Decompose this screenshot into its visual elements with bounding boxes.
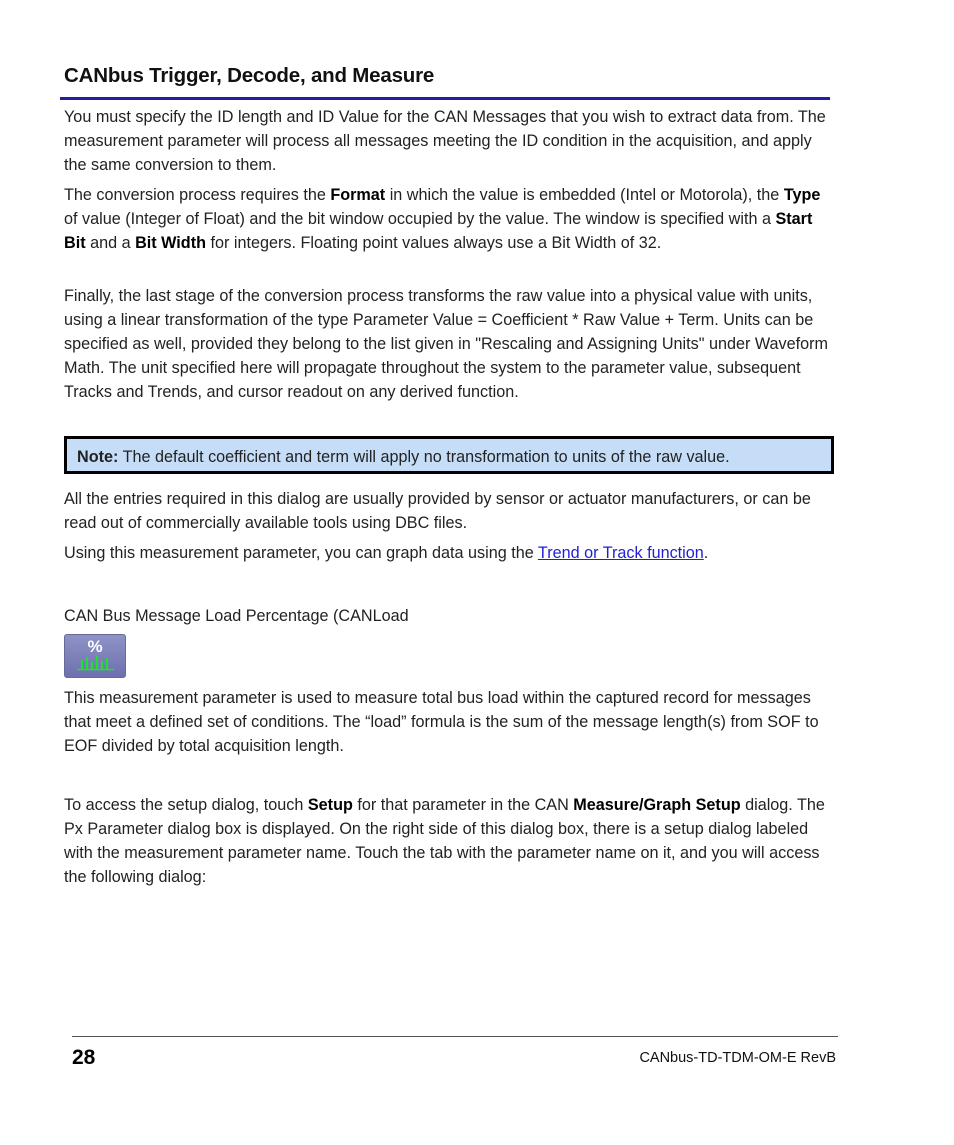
text-run: dialog. The Px Parameter dialog box is displayed. On the right side of this dialog box, there is a setup dialog labeled with the measurement parameter name. Touch the tab with the parameter name on it, and you will access the following dialog: xyxy=(64,796,825,886)
paragraph-entries-source: All the entries required in this dialog are usually provided by sensor or actuator manufacturers, or can be read out of commercially available tools using DBC files. xyxy=(64,490,811,532)
text-run: for integers. Floating point values always use a Bit Width of 32. xyxy=(205,234,662,252)
percent-symbol: % xyxy=(87,637,103,656)
text-run: in which the value is embedded (Intel or Motorola), the xyxy=(385,186,784,204)
paragraph-id-length: You must specify the ID length and ID Value for the CAN Messages that you wish to extract data from. The measurement parameter will process all messages meeting the ID condition in the acquisition, and apply the same conversion to them. xyxy=(64,108,826,174)
subheading-canload: CAN Bus Message Load Percentage (CANLoad xyxy=(64,607,409,625)
text-run: To access the setup dialog, touch xyxy=(64,796,308,814)
paragraph-graph-data xyxy=(64,541,834,565)
document-id: CANbus-TD-TDM-OM-E RevB xyxy=(639,1050,836,1066)
note-text: The default coefficient and term will apply no transformation to units of the raw value. xyxy=(118,448,730,466)
text-run: of value (Integer of Float) and the bit window occupied by the value. The window is specified with a xyxy=(64,210,776,228)
text-run: and a xyxy=(85,234,136,252)
term-bit-width: Bit Width xyxy=(135,234,206,252)
percent-bars-icon xyxy=(65,635,125,677)
footer-rule xyxy=(72,1036,838,1037)
text-run: Using this measurement parameter, you can graph data using the xyxy=(64,544,538,562)
trend-track-link[interactable]: Trend or Track function xyxy=(537,544,704,562)
canload-percent-icon xyxy=(64,634,126,678)
term-start-bit: Start Bit xyxy=(64,210,813,252)
page-number: 28 xyxy=(72,1046,96,1069)
term-type: Type xyxy=(783,186,821,204)
text-run: for that parameter in the CAN xyxy=(352,796,574,814)
paragraph-setup-access xyxy=(64,793,834,889)
note-box xyxy=(64,436,834,474)
text-run: . xyxy=(703,544,709,562)
text-run: The conversion process requires the xyxy=(64,186,331,204)
section-heading: CANbus Trigger, Decode, and Measure xyxy=(64,64,435,87)
term-format: Format xyxy=(330,186,386,204)
paragraph-bus-load: This measurement parameter is used to measure total bus load within the captured record for messages that meet a defined set of conditions. The “load” formula is the sum of the message length(s) from SOF to EOF divided by total acquisition length. xyxy=(64,689,819,755)
paragraph-conversion-process xyxy=(64,183,834,255)
term-setup: Setup xyxy=(307,796,353,814)
paragraph-linear-transformation: Finally, the last stage of the conversion process transforms the raw value into a physical value with units, using a linear transformation of the type Parameter Value = Coefficient * Raw Value + Term. Units can be specified as well, provided they belong to the list given in "Rescaling and Assigning Units" under Waveform Math. The unit specified here will propagate throughout the system to the parameter value, subsequent Tracks and Trends, and cursor readout on any derived function. xyxy=(64,287,829,401)
term-measure-graph-setup: Measure/Graph Setup xyxy=(573,796,741,814)
heading-underline xyxy=(60,97,830,100)
note-label: Note: xyxy=(77,448,119,466)
